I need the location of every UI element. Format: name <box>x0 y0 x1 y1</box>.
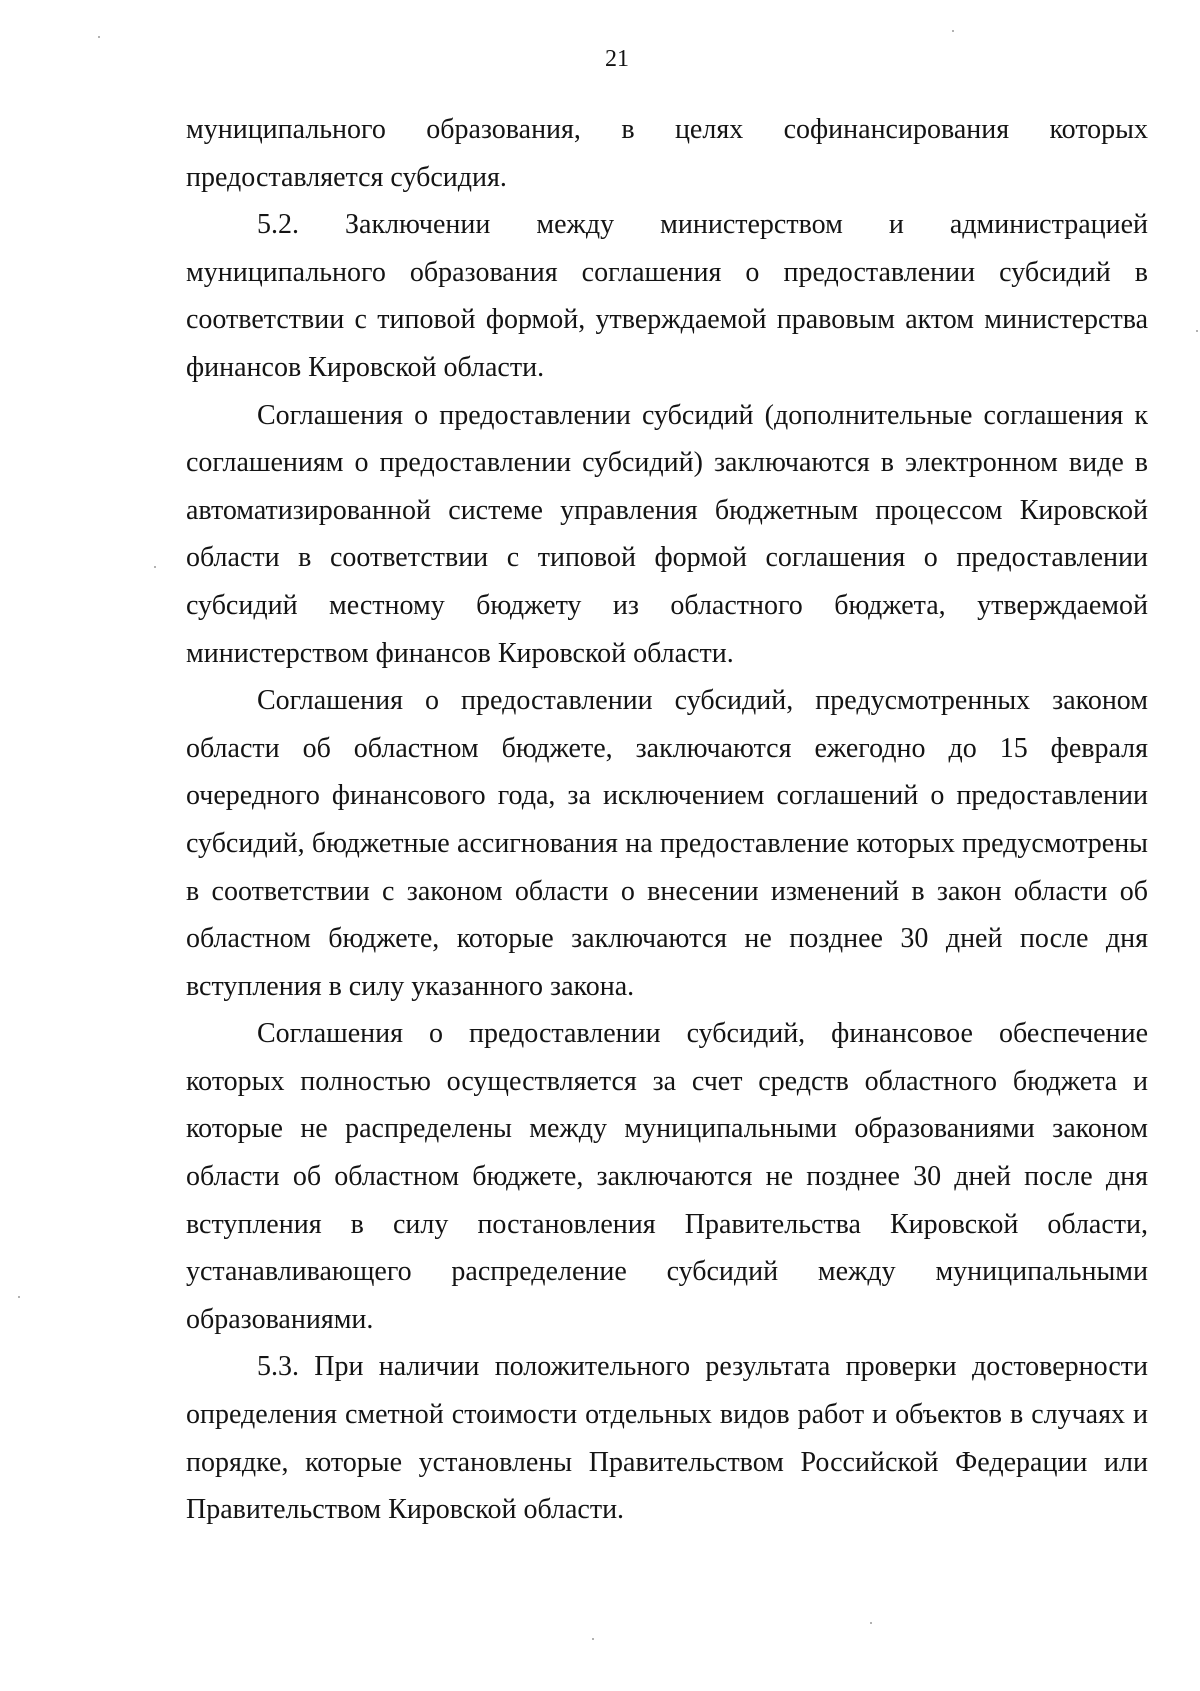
paragraph-5-3: 5.3. При наличии положительного результата проверки достоверности определения сметной стоимости отдельных видов работ и объектов в случаях и порядке, которые установлены Правительством Российской Федерации или Правительством Кировской области. <box>186 1351 1148 1526</box>
scan-speck <box>98 36 100 38</box>
scan-speck <box>870 1622 872 1624</box>
scan-speck <box>1196 330 1198 332</box>
paragraph-agreements-deadline: Соглашения о предоставлении субсидий, предусмотренных законом области об областном бюджете, заключаются ежегодно до 15 февраля очередного финансового года, за исключением соглашений о предоставлении субсидий, бюджетные ассигнования на предоставление которых предусмотрены в соответствии с законом области о внесении изменений в закон области об областном бюджете, которые заключаются не позднее 30 дней после дня вступления в силу указанного закона. <box>186 685 1148 1002</box>
scan-speck <box>952 30 954 32</box>
paragraph-5-2: 5.2. Заключении между министерством и администрацией муниципального образования соглашения о предоставлении субсидий в соответствии с типовой формой, утверждаемой правовым актом министерства финансов Кировской области. <box>186 209 1148 383</box>
page-number: 21 <box>605 46 629 72</box>
scan-speck <box>592 1638 594 1640</box>
paragraph-continuation: муниципального образования, в целях софинансирования которых предоставляется субсидия. <box>186 114 1148 193</box>
scan-speck <box>154 566 156 568</box>
paragraph-agreements-electronic: Соглашения о предоставлении субсидий (дополнительные соглашения к соглашениям о предоставлении субсидий) заключаются в электронном виде в автоматизированной системе управления бюджетным процессом Кировской области в соответствии с типовой формой соглашения о предоставлении субсидий местному бюджету из областного бюджета, утверждаемой министерством финансов Кировской области. <box>186 399 1148 669</box>
scan-speck <box>18 1296 20 1298</box>
body-text <box>186 106 1148 1534</box>
paragraph-agreements-undistributed: Соглашения о предоставлении субсидий, финансовое обеспечение которых полностью осуществляется за счет средств областного бюджета и которые не распределены между муниципальными образованиями законом области об областном бюджете, заключаются не позднее 30 дней после дня вступления в силу постановления Правительства Кировской области, устанавливающего распределение субсидий между муниципальными образованиями. <box>186 1018 1148 1335</box>
